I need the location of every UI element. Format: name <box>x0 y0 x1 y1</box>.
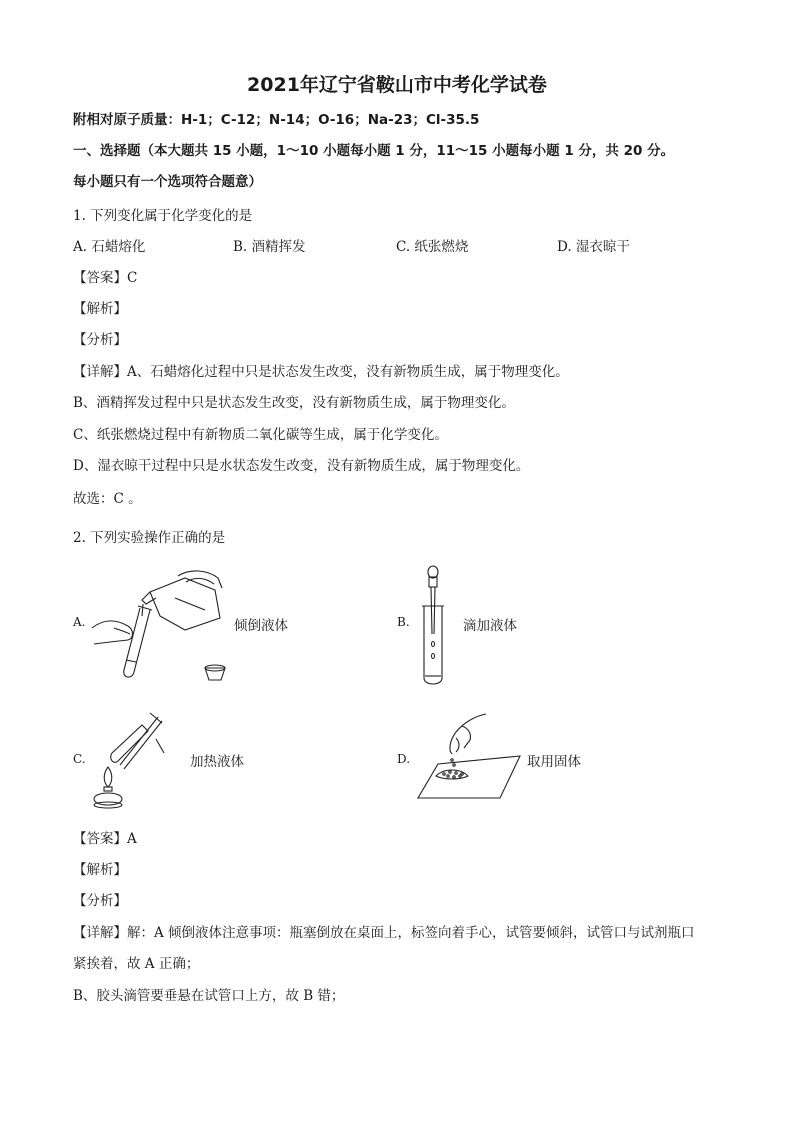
q2-figure-d-caption: 取用固体 <box>527 754 581 770</box>
q2-jiexi-label: 【解析】 <box>73 862 127 878</box>
q1-option-b: B. 酒精挥发 <box>233 239 306 255</box>
q1-stem: 1. 下列变化属于化学变化的是 <box>73 208 253 224</box>
q2-detail-line: 紧挨着，故 A 正确； <box>73 956 200 972</box>
q1-option-a: A. 石蜡熔化 <box>73 239 146 255</box>
q1-detail-line: D、湿衣晾干过程中只是水状态发生改变，没有新物质生成，属于物理变化。 <box>73 458 530 474</box>
taking-solid-illustration <box>416 710 524 802</box>
q1-detail-line: B、酒精挥发过程中只是状态发生改变，没有新物质生成，属于物理变化。 <box>73 395 515 411</box>
q1-answer: 【答案】C <box>73 270 138 286</box>
q1-conclusion: 故选：C 。 <box>73 491 142 507</box>
q1-jiexi-label: 【解析】 <box>73 301 127 317</box>
atomic-mass-note: 附相对原子质量：H-1；C-12；N-14；O-16；Na-23；Cl-35.5 <box>73 112 480 128</box>
q2-detail-line: B、胶头滴管要垂悬在试管口上方，故 B 错； <box>73 988 345 1004</box>
q2-stem: 2. 下列实验操作正确的是 <box>73 530 226 546</box>
q2-figure-c-letter: C. <box>73 752 86 766</box>
q2-figure-c-caption: 加热液体 <box>190 754 244 770</box>
page-title: 2021年辽宁省鞍山市中考化学试卷 <box>247 74 547 96</box>
q2-figure-a-caption: 倾倒液体 <box>234 618 288 634</box>
q1-detail-line: C、纸张燃烧过程中有新物质二氧化碳等生成，属于化学变化。 <box>73 427 448 443</box>
q2-figure-d-letter: D. <box>397 752 411 766</box>
q2-fenxi-label: 【分析】 <box>73 893 127 909</box>
section-heading-line2: 每小题只有一个选项符合题意） <box>73 174 262 190</box>
q2-answer: 【答案】A <box>73 831 137 847</box>
pouring-liquid-illustration <box>90 568 230 688</box>
q1-detail-line: 【详解】A、石蜡熔化过程中只是状态发生改变，没有新物质生成，属于物理变化。 <box>73 364 569 380</box>
q1-fenxi-label: 【分析】 <box>73 332 127 348</box>
section-heading-line1: 一、选择题（本大题共 15 小题，1～10 小题每小题 1 分，11～15 小题每小题 1 分，共 20 分。 <box>73 143 675 159</box>
q1-option-d: D. 湿衣晾干 <box>557 239 630 255</box>
q2-figure-a-letter: A. <box>73 615 86 629</box>
q2-figure-b-caption: 滴加液体 <box>463 618 517 634</box>
heating-liquid-illustration <box>90 705 190 810</box>
dropping-liquid-illustration <box>418 564 448 688</box>
q2-figure-b-letter: B. <box>397 615 410 629</box>
q2-detail-line: 【详解】解：A 倾倒液体注意事项：瓶塞倒放在桌面上，标签向着手心，试管要倾斜，试管口与试剂瓶口 <box>73 925 695 941</box>
q1-option-c: C. 纸张燃烧 <box>396 239 469 255</box>
